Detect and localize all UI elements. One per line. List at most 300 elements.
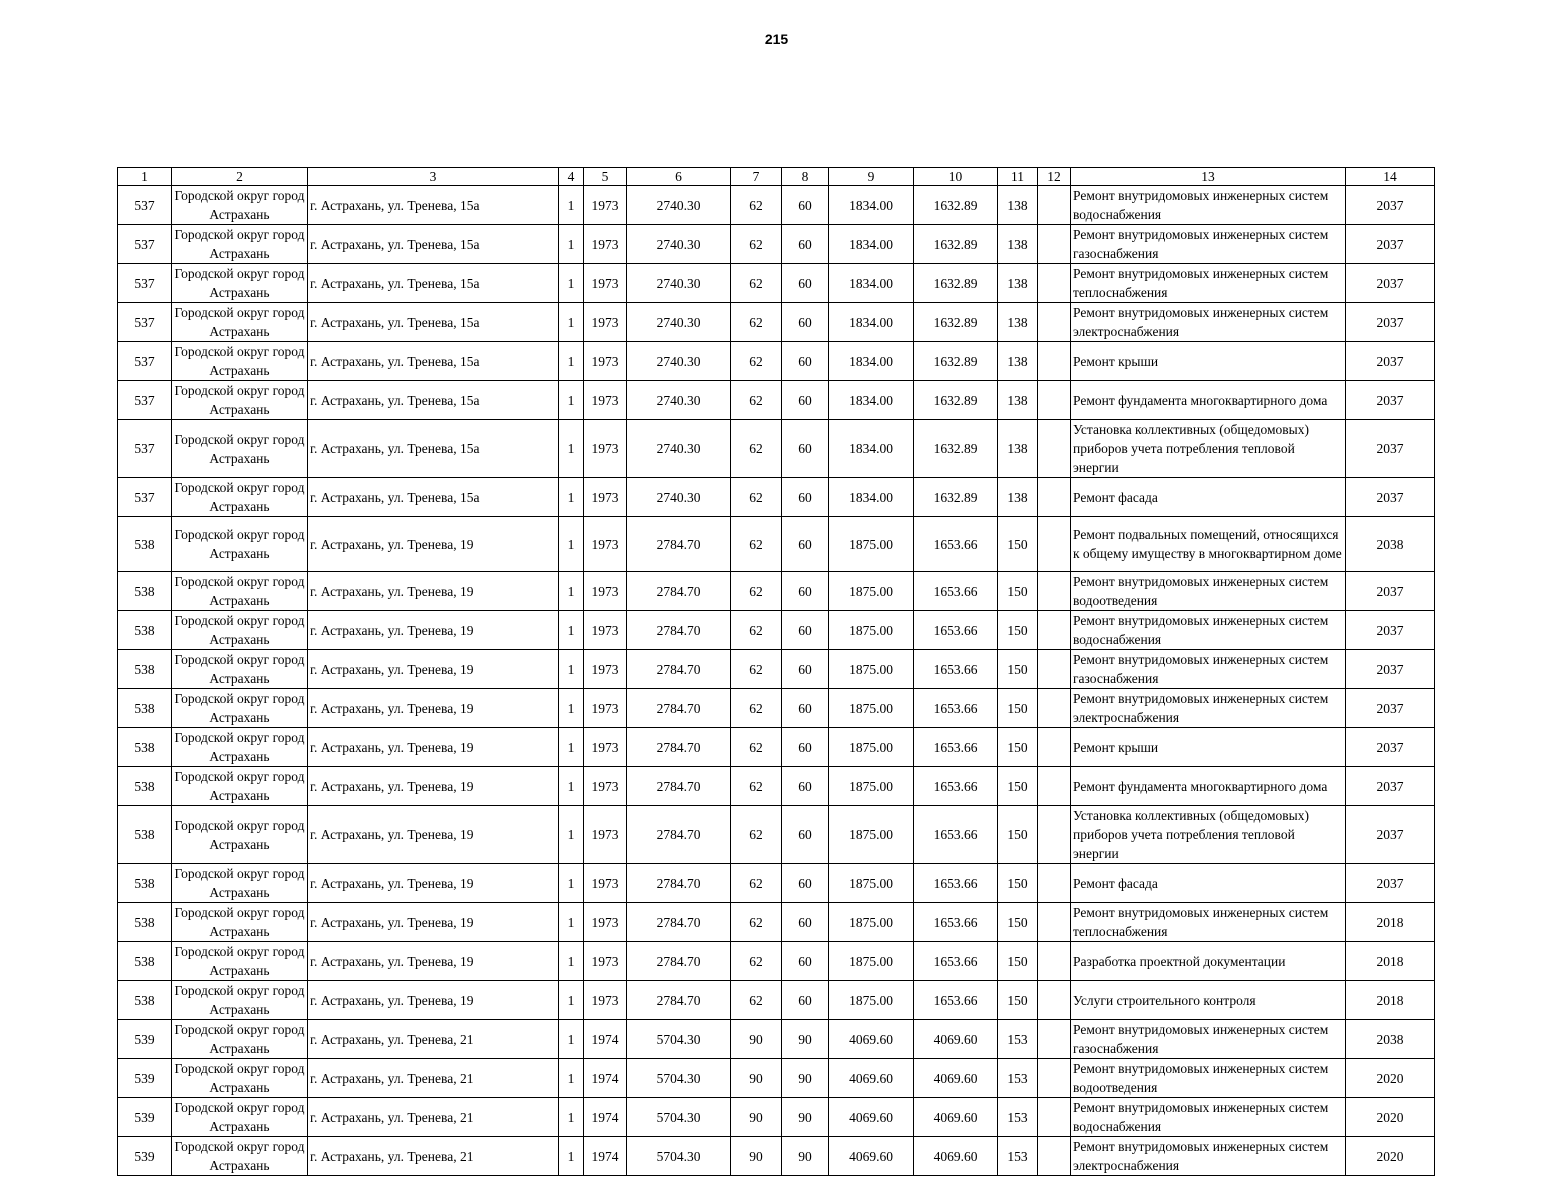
table-cell-col10: 1653.66 (914, 650, 998, 689)
table-cell-col13: Ремонт внутридомовых инженерных систем водоотведения (1071, 1059, 1346, 1098)
table-cell-col4: 1 (559, 689, 584, 728)
table-cell-col9: 1834.00 (829, 186, 914, 225)
table-cell-col9: 1875.00 (829, 572, 914, 611)
table-row (118, 767, 1435, 806)
table-cell-col9: 1875.00 (829, 942, 914, 981)
table-cell-col9: 1875.00 (829, 806, 914, 864)
table-cell-col10: 4069.60 (914, 1098, 998, 1137)
table-cell-col14: 2020 (1346, 1098, 1435, 1137)
table-cell-col7: 90 (731, 1059, 782, 1098)
table-cell-col5: 1974 (584, 1098, 627, 1137)
table-cell-col8: 60 (782, 981, 829, 1020)
column-header-5: 5 (584, 168, 627, 186)
table-cell-col5: 1974 (584, 1059, 627, 1098)
table-cell-col4: 1 (559, 225, 584, 264)
table-cell-col11: 150 (998, 942, 1038, 981)
table-cell-col12 (1038, 1098, 1071, 1137)
table-cell-col8: 60 (782, 264, 829, 303)
table-row (118, 303, 1435, 342)
table-cell-col5: 1973 (584, 517, 627, 572)
table-cell-col5: 1973 (584, 611, 627, 650)
table-cell-col5: 1973 (584, 728, 627, 767)
table-cell-col8: 60 (782, 689, 829, 728)
table-cell-col10: 1653.66 (914, 806, 998, 864)
table-cell-col13: Ремонт внутридомовых инженерных систем водоснабжения (1071, 186, 1346, 225)
table-cell-col1: 538 (118, 650, 172, 689)
table-cell-col5: 1973 (584, 303, 627, 342)
table-cell-col4: 1 (559, 420, 584, 478)
table-cell-col5: 1973 (584, 478, 627, 517)
table-cell-col2: Городской округ город Астрахань (172, 806, 308, 864)
table-cell-col5: 1973 (584, 186, 627, 225)
table-cell-col10: 1653.66 (914, 767, 998, 806)
table-body (118, 186, 1435, 1176)
column-header-10: 10 (914, 168, 998, 186)
table-cell-col10: 1653.66 (914, 611, 998, 650)
table-cell-col13: Ремонт внутридомовых инженерных систем теплоснабжения (1071, 264, 1346, 303)
table-cell-col12 (1038, 264, 1071, 303)
table-cell-col6: 2740.30 (627, 420, 731, 478)
table-cell-col10: 1653.66 (914, 517, 998, 572)
table-cell-col2: Городской округ город Астрахань (172, 1137, 308, 1176)
table-cell-col12 (1038, 186, 1071, 225)
table-cell-col11: 150 (998, 728, 1038, 767)
table-cell-col4: 1 (559, 806, 584, 864)
table-cell-col1: 538 (118, 942, 172, 981)
table-cell-col3: г. Астрахань, ул. Тренева, 15а (308, 303, 559, 342)
table-cell-col11: 138 (998, 420, 1038, 478)
table-cell-col8: 60 (782, 225, 829, 264)
table-cell-col14: 2037 (1346, 728, 1435, 767)
table-header-row (118, 168, 1435, 186)
table-cell-col7: 62 (731, 420, 782, 478)
table-cell-col2: Городской округ город Астрахань (172, 342, 308, 381)
table-cell-col5: 1973 (584, 342, 627, 381)
table-cell-col4: 1 (559, 478, 584, 517)
column-header-2: 2 (172, 168, 308, 186)
table-row (118, 903, 1435, 942)
table-cell-col4: 1 (559, 572, 584, 611)
table-cell-col1: 537 (118, 420, 172, 478)
table-cell-col3: г. Астрахань, ул. Тренева, 19 (308, 689, 559, 728)
table-cell-col13: Ремонт внутридомовых инженерных систем газоснабжения (1071, 1020, 1346, 1059)
table-cell-col1: 537 (118, 225, 172, 264)
table-cell-col14: 2020 (1346, 1059, 1435, 1098)
table-cell-col11: 138 (998, 478, 1038, 517)
table-cell-col7: 62 (731, 767, 782, 806)
table-cell-col8: 60 (782, 942, 829, 981)
table-cell-col2: Городской округ город Астрахань (172, 611, 308, 650)
table-cell-col2: Городской округ город Астрахань (172, 478, 308, 517)
table-cell-col1: 538 (118, 572, 172, 611)
table-cell-col1: 538 (118, 806, 172, 864)
table-cell-col2: Городской округ город Астрахань (172, 381, 308, 420)
table-cell-col3: г. Астрахань, ул. Тренева, 15а (308, 381, 559, 420)
table-cell-col8: 90 (782, 1137, 829, 1176)
table-cell-col6: 2784.70 (627, 806, 731, 864)
table-cell-col13: Разработка проектной документации (1071, 942, 1346, 981)
table-cell-col1: 539 (118, 1020, 172, 1059)
table-cell-col3: г. Астрахань, ул. Тренева, 15а (308, 420, 559, 478)
table-cell-col6: 2740.30 (627, 381, 731, 420)
table-cell-col3: г. Астрахань, ул. Тренева, 15а (308, 264, 559, 303)
table-cell-col1: 538 (118, 728, 172, 767)
table-cell-col3: г. Астрахань, ул. Тренева, 15а (308, 478, 559, 517)
table-row (118, 942, 1435, 981)
table-cell-col10: 1653.66 (914, 981, 998, 1020)
table-cell-col10: 1632.89 (914, 264, 998, 303)
table-cell-col10: 1632.89 (914, 225, 998, 264)
table-cell-col14: 2018 (1346, 981, 1435, 1020)
table-cell-col13: Услуги строительного контроля (1071, 981, 1346, 1020)
table-cell-col1: 539 (118, 1137, 172, 1176)
table-cell-col14: 2037 (1346, 767, 1435, 806)
table-cell-col10: 1632.89 (914, 303, 998, 342)
table-cell-col14: 2037 (1346, 478, 1435, 517)
table-cell-col7: 62 (731, 728, 782, 767)
table-cell-col3: г. Астрахань, ул. Тренева, 19 (308, 806, 559, 864)
table-cell-col13: Ремонт внутридомовых инженерных систем электроснабжения (1071, 303, 1346, 342)
table-cell-col13: Ремонт внутридомовых инженерных систем теплоснабжения (1071, 903, 1346, 942)
table-cell-col10: 4069.60 (914, 1137, 998, 1176)
table-cell-col5: 1973 (584, 806, 627, 864)
table-cell-col9: 1875.00 (829, 981, 914, 1020)
table-cell-col7: 62 (731, 478, 782, 517)
table-cell-col8: 60 (782, 478, 829, 517)
table-cell-col3: г. Астрахань, ул. Тренева, 21 (308, 1059, 559, 1098)
table-cell-col6: 2784.70 (627, 864, 731, 903)
table-cell-col13: Ремонт фундамента многоквартирного дома (1071, 381, 1346, 420)
table-cell-col6: 2784.70 (627, 611, 731, 650)
table-cell-col4: 1 (559, 767, 584, 806)
table-cell-col1: 538 (118, 689, 172, 728)
table-cell-col7: 62 (731, 225, 782, 264)
table-cell-col5: 1973 (584, 650, 627, 689)
column-header-14: 14 (1346, 168, 1435, 186)
table-cell-col5: 1973 (584, 903, 627, 942)
table-cell-col13: Ремонт фундамента многоквартирного дома (1071, 767, 1346, 806)
table-row (118, 689, 1435, 728)
table-cell-col12 (1038, 903, 1071, 942)
table-cell-col11: 153 (998, 1020, 1038, 1059)
table-row (118, 478, 1435, 517)
table-cell-col6: 2784.70 (627, 689, 731, 728)
table-cell-col12 (1038, 1059, 1071, 1098)
table-cell-col9: 1834.00 (829, 342, 914, 381)
table-cell-col13: Ремонт внутридомовых инженерных систем электроснабжения (1071, 689, 1346, 728)
table-cell-col12 (1038, 478, 1071, 517)
table-cell-col10: 1653.66 (914, 942, 998, 981)
table-cell-col3: г. Астрахань, ул. Тренева, 19 (308, 903, 559, 942)
table-cell-col5: 1973 (584, 225, 627, 264)
table-cell-col11: 150 (998, 650, 1038, 689)
table-cell-col4: 1 (559, 303, 584, 342)
table-cell-col6: 2784.70 (627, 767, 731, 806)
table-row (118, 806, 1435, 864)
table-cell-col4: 1 (559, 942, 584, 981)
table-cell-col5: 1973 (584, 689, 627, 728)
table-cell-col8: 60 (782, 611, 829, 650)
table-cell-col3: г. Астрахань, ул. Тренева, 19 (308, 517, 559, 572)
table-cell-col9: 4069.60 (829, 1020, 914, 1059)
table-row (118, 572, 1435, 611)
table-cell-col5: 1973 (584, 264, 627, 303)
table-cell-col11: 138 (998, 381, 1038, 420)
column-header-8: 8 (782, 168, 829, 186)
column-header-11: 11 (998, 168, 1038, 186)
table-cell-col12 (1038, 728, 1071, 767)
table-cell-col11: 138 (998, 186, 1038, 225)
table-cell-col2: Городской округ город Астрахань (172, 225, 308, 264)
table-cell-col14: 2037 (1346, 806, 1435, 864)
table-cell-col5: 1974 (584, 1020, 627, 1059)
table-cell-col4: 1 (559, 981, 584, 1020)
table-cell-col11: 138 (998, 264, 1038, 303)
table-row (118, 1137, 1435, 1176)
table-cell-col10: 4069.60 (914, 1020, 998, 1059)
table-cell-col6: 2784.70 (627, 650, 731, 689)
table-cell-col11: 153 (998, 1098, 1038, 1137)
table-cell-col7: 90 (731, 1020, 782, 1059)
table-cell-col3: г. Астрахань, ул. Тренева, 19 (308, 767, 559, 806)
table-cell-col13: Ремонт подвальных помещений, относящихся к общему имуществу в многоквартирном доме (1071, 517, 1346, 572)
table-cell-col8: 60 (782, 650, 829, 689)
table-cell-col1: 538 (118, 903, 172, 942)
table-cell-col5: 1973 (584, 572, 627, 611)
table-cell-col4: 1 (559, 264, 584, 303)
table-cell-col11: 150 (998, 611, 1038, 650)
table-cell-col3: г. Астрахань, ул. Тренева, 15а (308, 186, 559, 225)
page-number: 215 (764, 31, 789, 47)
column-header-1: 1 (118, 168, 172, 186)
table-cell-col11: 153 (998, 1059, 1038, 1098)
table-cell-col6: 5704.30 (627, 1098, 731, 1137)
table-cell-col10: 4069.60 (914, 1059, 998, 1098)
table-cell-col12 (1038, 225, 1071, 264)
table-cell-col14: 2037 (1346, 342, 1435, 381)
table-cell-col14: 2037 (1346, 611, 1435, 650)
table-cell-col13: Ремонт внутридомовых инженерных систем газоснабжения (1071, 225, 1346, 264)
table-cell-col3: г. Астрахань, ул. Тренева, 19 (308, 981, 559, 1020)
table-cell-col14: 2037 (1346, 420, 1435, 478)
table-cell-col2: Городской округ город Астрахань (172, 420, 308, 478)
table-cell-col7: 62 (731, 264, 782, 303)
table-cell-col14: 2018 (1346, 903, 1435, 942)
table-cell-col13: Ремонт крыши (1071, 342, 1346, 381)
table-cell-col11: 138 (998, 342, 1038, 381)
table-cell-col7: 62 (731, 864, 782, 903)
column-header-9: 9 (829, 168, 914, 186)
table-cell-col7: 62 (731, 342, 782, 381)
table-cell-col9: 1875.00 (829, 903, 914, 942)
table-cell-col12 (1038, 420, 1071, 478)
table-cell-col8: 60 (782, 342, 829, 381)
table-cell-col14: 2037 (1346, 186, 1435, 225)
table-cell-col10: 1653.66 (914, 903, 998, 942)
table-cell-col7: 90 (731, 1098, 782, 1137)
table-cell-col6: 2784.70 (627, 903, 731, 942)
table-cell-col7: 62 (731, 903, 782, 942)
table-cell-col14: 2037 (1346, 381, 1435, 420)
table-cell-col5: 1973 (584, 864, 627, 903)
table-row (118, 1059, 1435, 1098)
table-cell-col2: Городской округ город Астрахань (172, 1059, 308, 1098)
table-cell-col14: 2037 (1346, 689, 1435, 728)
table-cell-col9: 1834.00 (829, 303, 914, 342)
table-cell-col2: Городской округ город Астрахань (172, 689, 308, 728)
table-cell-col9: 4069.60 (829, 1059, 914, 1098)
table-row (118, 420, 1435, 478)
table-cell-col4: 1 (559, 1020, 584, 1059)
table-cell-col12 (1038, 864, 1071, 903)
table-cell-col2: Городской округ город Астрахань (172, 864, 308, 903)
table-cell-col13: Ремонт крыши (1071, 728, 1346, 767)
table-cell-col9: 1875.00 (829, 689, 914, 728)
table-cell-col7: 62 (731, 689, 782, 728)
table-cell-col8: 60 (782, 903, 829, 942)
table-cell-col11: 150 (998, 864, 1038, 903)
table-cell-col3: г. Астрахань, ул. Тренева, 21 (308, 1137, 559, 1176)
table-cell-col1: 537 (118, 186, 172, 225)
table-cell-col12 (1038, 981, 1071, 1020)
table-cell-col4: 1 (559, 728, 584, 767)
table-cell-col12 (1038, 689, 1071, 728)
table-cell-col7: 62 (731, 517, 782, 572)
table-cell-col9: 1875.00 (829, 767, 914, 806)
table-cell-col12 (1038, 942, 1071, 981)
table-cell-col6: 2740.30 (627, 264, 731, 303)
table-cell-col14: 2037 (1346, 650, 1435, 689)
table-cell-col6: 2784.70 (627, 981, 731, 1020)
table-cell-col10: 1653.66 (914, 864, 998, 903)
table-cell-col8: 60 (782, 864, 829, 903)
table-cell-col12 (1038, 572, 1071, 611)
table-cell-col4: 1 (559, 650, 584, 689)
table-cell-col6: 5704.30 (627, 1020, 731, 1059)
table-cell-col8: 60 (782, 186, 829, 225)
table-cell-col7: 62 (731, 981, 782, 1020)
table-cell-col4: 1 (559, 1098, 584, 1137)
table-cell-col10: 1653.66 (914, 728, 998, 767)
table-cell-col4: 1 (559, 1059, 584, 1098)
table-cell-col4: 1 (559, 864, 584, 903)
table-cell-col1: 538 (118, 864, 172, 903)
table-cell-col9: 4069.60 (829, 1098, 914, 1137)
table-cell-col7: 62 (731, 942, 782, 981)
table-cell-col5: 1974 (584, 1137, 627, 1176)
table-cell-col11: 150 (998, 572, 1038, 611)
table-cell-col9: 1875.00 (829, 864, 914, 903)
table-cell-col12 (1038, 611, 1071, 650)
table-cell-col4: 1 (559, 381, 584, 420)
table-cell-col8: 60 (782, 767, 829, 806)
table-cell-col11: 150 (998, 689, 1038, 728)
table-cell-col2: Городской округ город Астрахань (172, 186, 308, 225)
table-cell-col7: 62 (731, 186, 782, 225)
table-cell-col1: 538 (118, 517, 172, 572)
table-cell-col13: Ремонт фасада (1071, 864, 1346, 903)
table-cell-col13: Установка коллективных (общедомовых) приборов учета потребления тепловой энергии (1071, 420, 1346, 478)
table-cell-col10: 1653.66 (914, 689, 998, 728)
table-row (118, 1020, 1435, 1059)
table-cell-col2: Городской округ город Астрахань (172, 903, 308, 942)
table-cell-col10: 1632.89 (914, 420, 998, 478)
table-row (118, 1098, 1435, 1137)
table-cell-col3: г. Астрахань, ул. Тренева, 19 (308, 942, 559, 981)
table-cell-col2: Городской округ город Астрахань (172, 767, 308, 806)
table-cell-col13: Ремонт внутридомовых инженерных систем водоотведения (1071, 572, 1346, 611)
table-row (118, 728, 1435, 767)
table-cell-col9: 1834.00 (829, 264, 914, 303)
table-cell-col11: 150 (998, 806, 1038, 864)
table-cell-col14: 2020 (1346, 1137, 1435, 1176)
table-cell-col4: 1 (559, 186, 584, 225)
table-cell-col8: 90 (782, 1098, 829, 1137)
table-cell-col10: 1632.89 (914, 478, 998, 517)
table-cell-col2: Городской округ город Астрахань (172, 517, 308, 572)
table-cell-col7: 62 (731, 611, 782, 650)
table-cell-col8: 60 (782, 517, 829, 572)
table-row (118, 381, 1435, 420)
table-cell-col11: 150 (998, 767, 1038, 806)
table-row (118, 225, 1435, 264)
table-cell-col3: г. Астрахань, ул. Тренева, 15а (308, 225, 559, 264)
table-row (118, 264, 1435, 303)
table-cell-col9: 4069.60 (829, 1137, 914, 1176)
table-cell-col8: 90 (782, 1059, 829, 1098)
table-cell-col6: 2740.30 (627, 303, 731, 342)
table-cell-col3: г. Астрахань, ул. Тренева, 19 (308, 728, 559, 767)
table-cell-col12 (1038, 1020, 1071, 1059)
table-cell-col7: 62 (731, 381, 782, 420)
table-cell-col10: 1632.89 (914, 342, 998, 381)
table-cell-col2: Городской округ город Астрахань (172, 572, 308, 611)
table-cell-col8: 60 (782, 381, 829, 420)
column-header-7: 7 (731, 168, 782, 186)
column-header-4: 4 (559, 168, 584, 186)
table-cell-col7: 62 (731, 572, 782, 611)
table-cell-col4: 1 (559, 517, 584, 572)
table-cell-col6: 2784.70 (627, 942, 731, 981)
table-cell-col1: 538 (118, 611, 172, 650)
table-cell-col2: Городской округ город Астрахань (172, 303, 308, 342)
table-cell-col6: 2784.70 (627, 728, 731, 767)
table-cell-col10: 1632.89 (914, 381, 998, 420)
table-cell-col4: 1 (559, 611, 584, 650)
table-cell-col1: 538 (118, 767, 172, 806)
table-cell-col14: 2037 (1346, 264, 1435, 303)
table-cell-col11: 150 (998, 517, 1038, 572)
table-cell-col12 (1038, 650, 1071, 689)
table-cell-col14: 2038 (1346, 1020, 1435, 1059)
table-cell-col5: 1973 (584, 767, 627, 806)
table-cell-col14: 2037 (1346, 572, 1435, 611)
table-cell-col7: 90 (731, 1137, 782, 1176)
table-cell-col9: 1875.00 (829, 650, 914, 689)
table-cell-col6: 2784.70 (627, 517, 731, 572)
table-cell-col14: 2018 (1346, 942, 1435, 981)
table-cell-col5: 1973 (584, 420, 627, 478)
table-cell-col12 (1038, 381, 1071, 420)
table-cell-col4: 1 (559, 903, 584, 942)
table-cell-col3: г. Астрахань, ул. Тренева, 15а (308, 342, 559, 381)
table-cell-col9: 1834.00 (829, 420, 914, 478)
table-cell-col6: 2740.30 (627, 186, 731, 225)
table-cell-col1: 537 (118, 342, 172, 381)
table-cell-col11: 138 (998, 225, 1038, 264)
table-cell-col10: 1653.66 (914, 572, 998, 611)
table-cell-col1: 537 (118, 303, 172, 342)
